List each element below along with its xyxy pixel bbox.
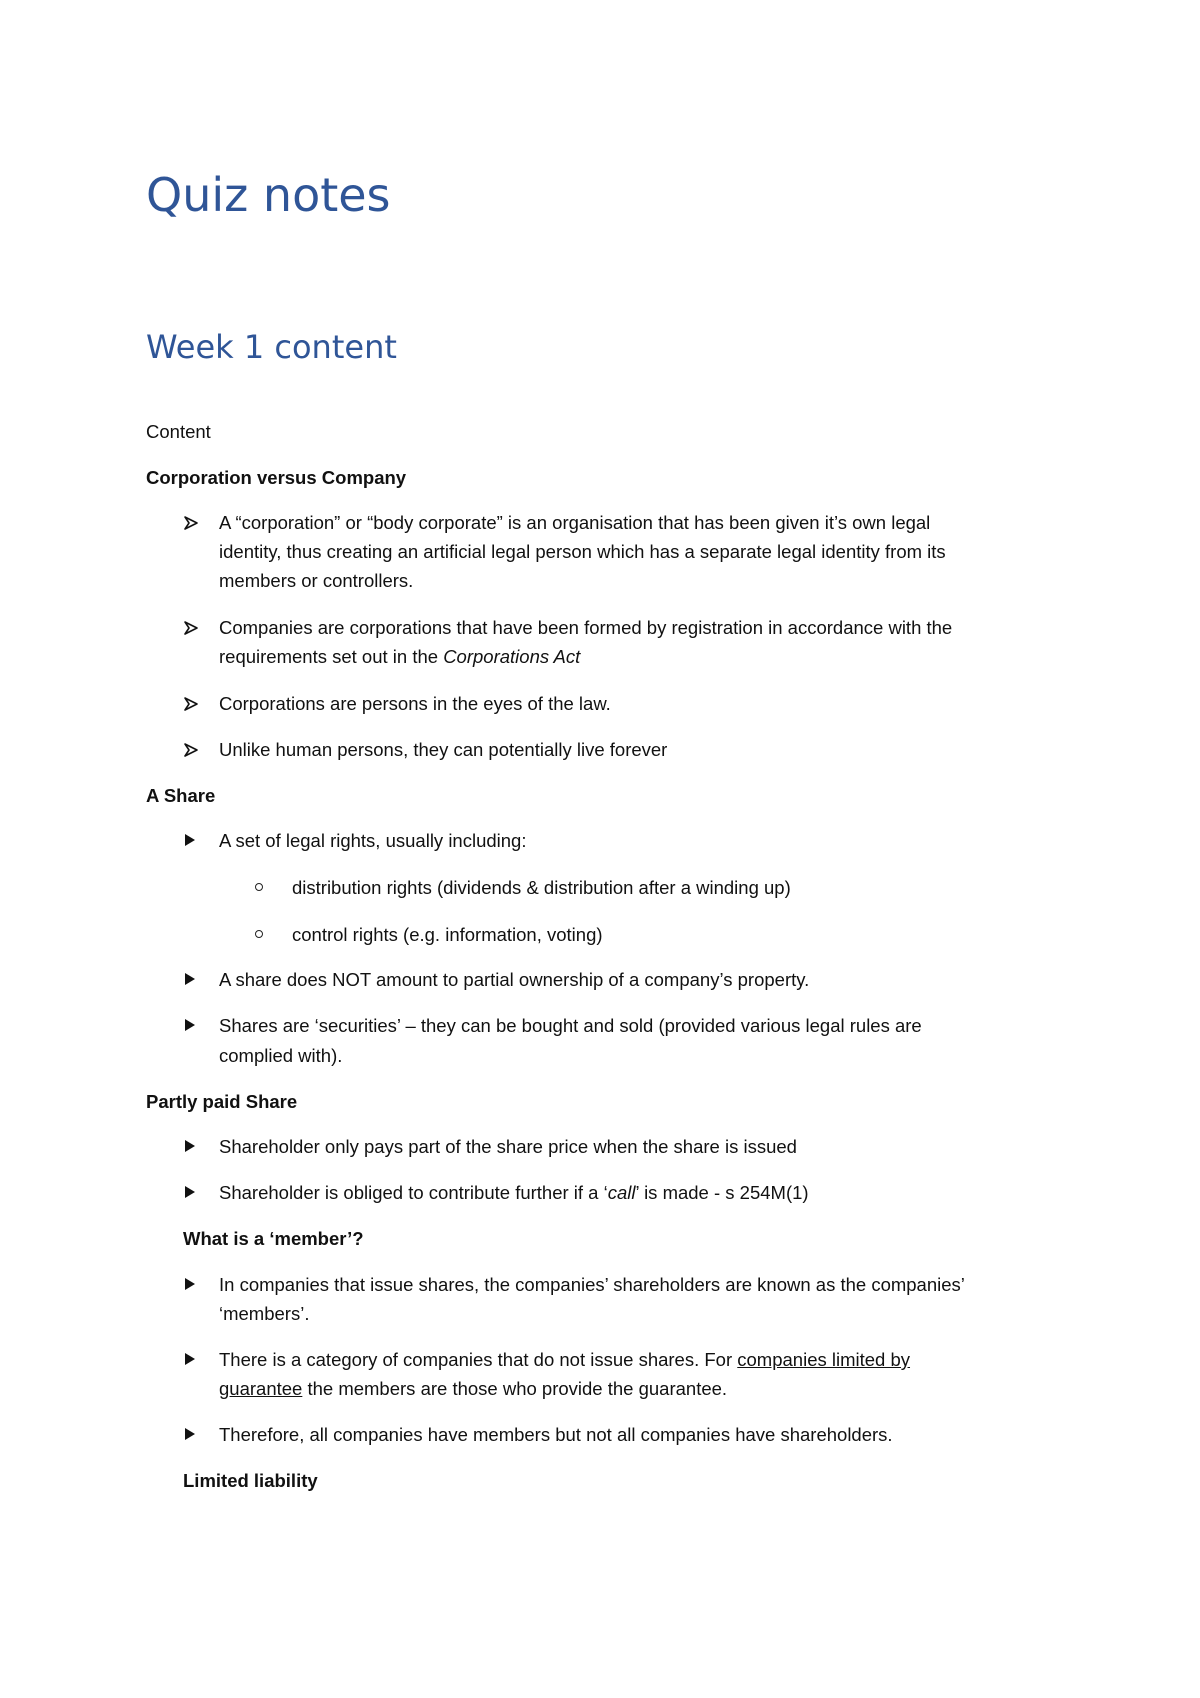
arrow-bullet-icon	[183, 515, 199, 531]
corp-bullet-3: Corporations are persons in the eyes of the law.	[219, 693, 611, 714]
corp-bullet-1-line-1: A “corporation” or “body corporate” is an organisation that has been given it’s own legal	[219, 512, 931, 533]
circle-bullet-icon	[255, 930, 263, 938]
triangle-bullet-icon	[185, 1278, 195, 1290]
corp-heading: Corporation versus Company	[146, 467, 407, 488]
share-bullet-3-line-1: Shares are ‘securities’ – they can be bought and sold (provided various legal rules are	[219, 1015, 922, 1036]
share-heading: A Share	[146, 785, 216, 806]
triangle-bullet-icon	[185, 1140, 195, 1152]
corp-bullet-1-line-2: identity, thus creating an artificial legal person which has a separate legal identity from its	[219, 541, 946, 562]
share-bullet-2: A share does NOT amount to partial ownership of a company’s property.	[219, 969, 810, 990]
share-sub-bullet-2: control rights (e.g. information, voting)	[292, 924, 603, 945]
corp-bullet-4: Unlike human persons, they can potentially live forever	[219, 739, 668, 760]
member-bullet-2-line-2: guarantee the members are those who provide the guarantee.	[219, 1378, 728, 1399]
content-label: Content	[146, 421, 211, 442]
partly-paid-heading: Partly paid Share	[146, 1091, 298, 1112]
act-name: Corporations Act	[443, 646, 581, 667]
triangle-bullet-icon	[185, 1353, 195, 1365]
circle-bullet-icon	[255, 883, 263, 891]
arrow-bullet-icon	[183, 620, 199, 636]
member-bullet-2-line-1: There is a category of companies that do not issue shares. For companies limited by	[219, 1349, 911, 1370]
partly-bullet-2: Shareholder is obliged to contribute further if a ‘call’ is made - s 254M(1)	[219, 1182, 809, 1203]
call-term: call	[607, 1182, 636, 1203]
corp-bullet-2-line-2: requirements set out in the Corporations Act	[219, 646, 581, 667]
arrow-bullet-icon	[183, 742, 199, 758]
corp-bullet-1-line-3: members or controllers.	[219, 570, 414, 591]
partly-bullet-1: Shareholder only pays part of the share price when the share is issued	[219, 1136, 797, 1157]
triangle-bullet-icon	[185, 1186, 195, 1198]
member-heading: What is a ‘member’?	[183, 1228, 364, 1249]
section-heading: Week 1 content	[146, 328, 397, 366]
triangle-bullet-icon	[185, 834, 195, 846]
guarantee-link-cont[interactable]: guarantee	[219, 1378, 303, 1399]
member-bullet-3: Therefore, all companies have members but not all companies have shareholders.	[219, 1424, 893, 1445]
share-bullet-1: A set of legal rights, usually including:	[219, 830, 527, 851]
guarantee-link[interactable]: companies limited by	[737, 1349, 911, 1370]
triangle-bullet-icon	[185, 1428, 195, 1440]
member-bullet-1-line-2: ‘members’.	[219, 1303, 310, 1324]
arrow-bullet-icon	[183, 696, 199, 712]
member-bullet-1-line-1: In companies that issue shares, the companies’ shareholders are known as the companies’	[219, 1274, 965, 1295]
corp-bullet-2-line-1: Companies are corporations that have been formed by registration in accordance with the	[219, 617, 953, 638]
share-bullet-3-line-2: complied with).	[219, 1045, 343, 1066]
share-sub-bullet-1: distribution rights (dividends & distribution after a winding up)	[292, 877, 791, 898]
triangle-bullet-icon	[185, 973, 195, 985]
limited-liability-heading: Limited liability	[183, 1470, 318, 1491]
triangle-bullet-icon	[185, 1019, 195, 1031]
document-title: Quiz notes	[146, 168, 391, 222]
